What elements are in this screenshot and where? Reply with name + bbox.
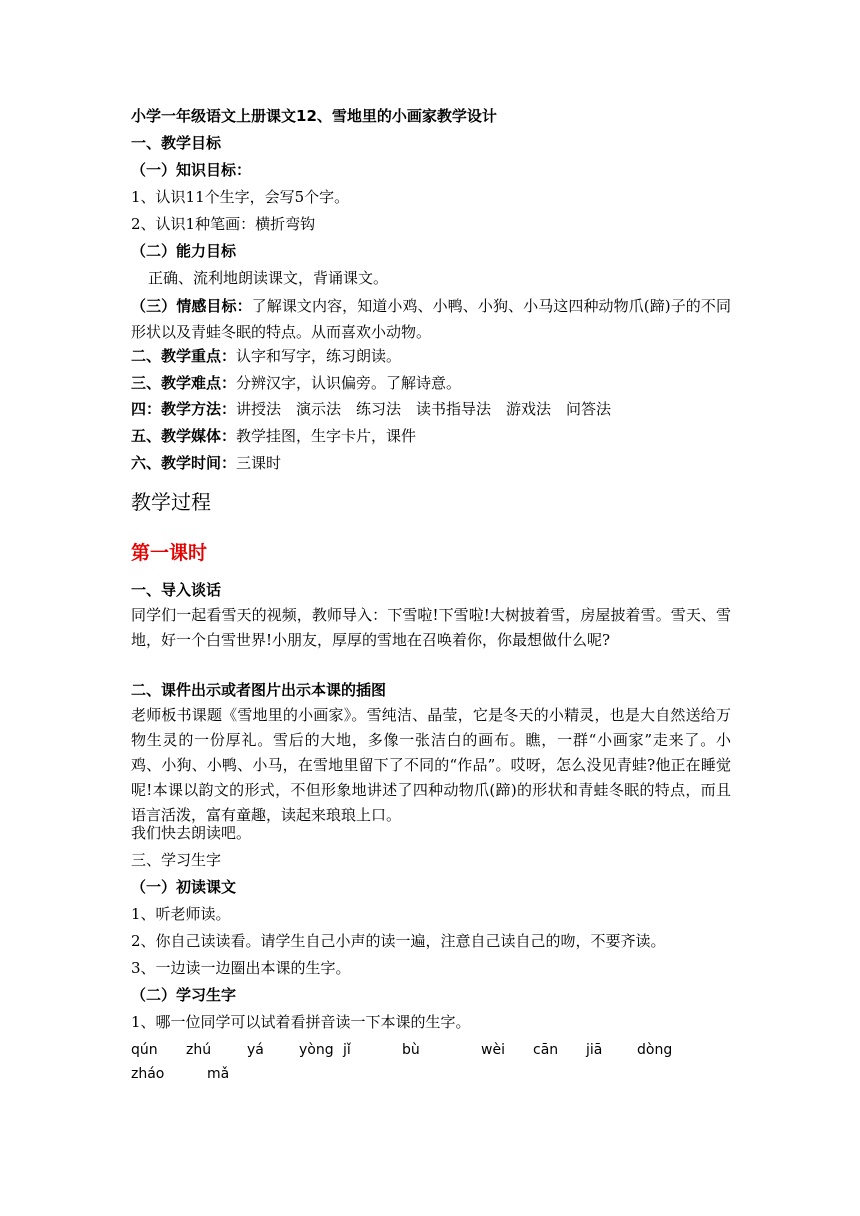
step-three-heading: 三、学习生字: [131, 851, 222, 869]
media-line: [131, 425, 416, 447]
goal-ability-text: 正确、流利地朗读课文，背诵课文。: [148, 269, 389, 287]
goal-emotion-text: 了解课文内容，知道小鸡、小鸭、小狗、小马这四种动物爪(蹄)子的不同形状以及青蛙冬眠的特点。从而喜欢小动物。: [131, 297, 731, 341]
pinyin-item: wèi: [481, 1042, 505, 1058]
goal-knowledge-item-2: 2、认识1种笔画：横折弯钩: [131, 215, 316, 233]
methods-label: 四：教学方法：: [131, 400, 237, 418]
step-three-a-item-3: 3、一边读一边圈出本课的生字。: [131, 959, 351, 977]
key-points-line: [131, 345, 401, 367]
pinyin-item: bù: [402, 1042, 420, 1058]
pinyin-item: mǎ: [207, 1066, 230, 1082]
pinyin-item: zháo: [131, 1066, 165, 1082]
step-two-heading: 二、课件出示或者图片出示本课的插图: [131, 681, 387, 699]
key-points-label: 二、教学重点：: [131, 347, 237, 365]
step-three-a-heading: （一）初读课文: [131, 878, 237, 896]
lesson-one-heading: 第一课时: [131, 542, 208, 564]
step-three-b-heading: （二）学习生字: [131, 986, 237, 1004]
methods-line: [131, 398, 611, 420]
key-points-text: 认字和写字，练习朗读。: [236, 347, 402, 365]
time-text: 三课时: [236, 454, 282, 472]
difficulties-line: [131, 372, 461, 394]
pinyin-item: qún: [131, 1042, 158, 1058]
goal-emotion-paragraph: [131, 293, 731, 345]
step-one-text: 同学们一起看雪天的视频，教师导入：下雪啦!下雪啦!大树披着雪，房屋披着雪。雪天、雪地，好一个白雪世界!小朋友，厚厚的雪地在召唤着你，你最想做什么呢?: [131, 606, 731, 649]
goal-ability-label: （二）能力目标: [131, 242, 237, 260]
time-label: 六、教学时间：: [131, 454, 237, 472]
step-two-tail: 我们快去朗读吧。: [131, 824, 252, 842]
pinyin-item: yòng: [299, 1042, 334, 1058]
pinyin-item: cān: [533, 1042, 559, 1058]
media-text: 教学挂图，生字卡片，课件: [236, 427, 417, 445]
pinyin-item: yá: [247, 1042, 264, 1058]
section-heading-goals: 一、教学目标: [131, 134, 222, 152]
pinyin-item: jiā: [586, 1042, 603, 1058]
time-line: [131, 452, 281, 474]
goal-emotion-label: （三）情感目标：: [131, 297, 252, 315]
process-heading: 教学过程: [131, 490, 211, 514]
goal-knowledge-item-1: 1、认识11个生字，会写5个字。: [131, 188, 350, 206]
pinyin-item: dòng: [637, 1042, 673, 1058]
step-three-a-item-2: 2、你自己读读看。请学生自己小声的读一遍，注意自己读自己的吻，不要齐读。: [131, 932, 666, 950]
goal-knowledge-label: （一）知识目标：: [131, 161, 252, 179]
step-three-a-item-1: 1、听老师读。: [131, 905, 231, 923]
pinyin-item: zhú: [186, 1042, 212, 1058]
step-one-heading: 一、导入谈话: [131, 581, 222, 599]
difficulties-label: 三、教学难点：: [131, 374, 237, 392]
document-title: 小学一年级语文上册课文12、雪地里的小画家教学设计: [131, 107, 497, 125]
pinyin-item: jǐ: [343, 1042, 351, 1058]
step-two-text: 老师板书课题《雪地里的小画家》。雪纯洁、晶莹，它是冬天的小精灵，也是大自然送给万物生灵的一份厚礼。雪后的大地，多像一张洁白的画布。瞧，一群“小画家”走来了。小鸡、小狗、小鸭、小马，在雪地里留下了不同的“作品”。哎呀，怎么没见青蛙?他正在睡觉呢!本课以韵文的形式，不但形象地讲述了四种动物爪(蹄)的形状和青蛙冬眠的特点，而且语言活泼，富有童趣，读起来琅琅上口。: [131, 706, 731, 824]
methods-text: 讲授法 演示法 练习法 读书指导法 游戏法 问答法: [236, 400, 612, 418]
step-three-b-item-1: 1、哪一位同学可以试着看拼音读一下本课的生字。: [131, 1013, 471, 1031]
difficulties-text: 分辨汉字，认识偏旁。了解诗意。: [236, 374, 462, 392]
media-label: 五、教学媒体：: [131, 427, 237, 445]
